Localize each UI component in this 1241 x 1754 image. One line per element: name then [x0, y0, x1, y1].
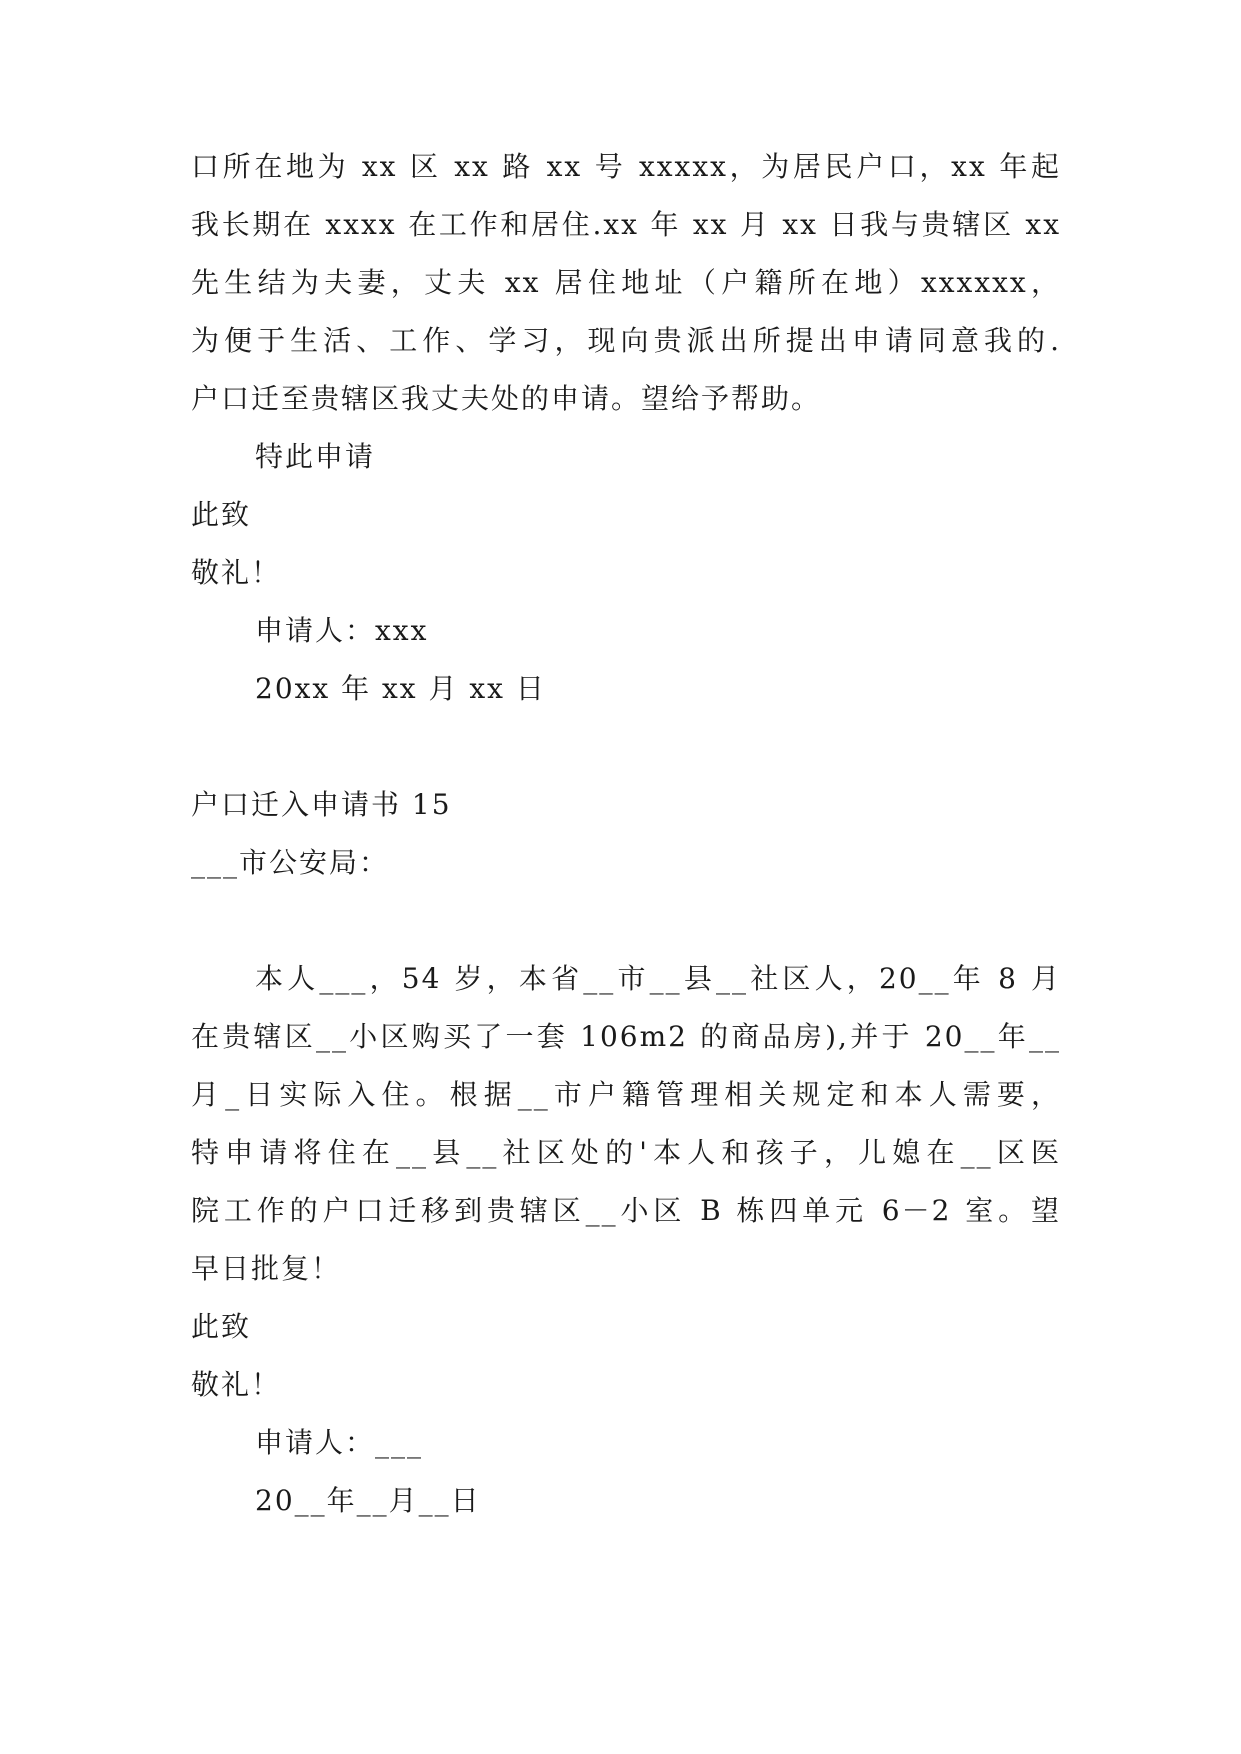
letter2-title: 户口迁入申请书 15	[191, 788, 452, 821]
letter2-closing-salutation: 此致	[191, 1310, 252, 1343]
letter1-paragraph-line: 先生结为夫妻，丈夫 xx 居住地址（户籍所在地）xxxxxx，	[191, 266, 1061, 299]
letter2-paragraph-line: 月_日实际入住。根据__市户籍管理相关规定和本人需要，	[191, 1078, 1061, 1111]
letter2-addressee: ___市公安局：	[191, 846, 390, 879]
letter1-paragraph-line: 口所在地为 xx 区 xx 路 xx 号 xxxxx，为居民户口，xx 年起	[191, 150, 1061, 183]
letter1-date: 20xx 年 xx 月 xx 日	[255, 672, 546, 705]
letter2-date: 20__年__月__日	[255, 1484, 481, 1517]
letter2-paragraph-line: 本人___，54 岁，本省__市__县__社区人，20__年 8 月	[255, 962, 1061, 995]
letter1-paragraph-line: 为便于生活、工作、学习，现向贵派出所提出申请同意我的.	[191, 324, 1061, 357]
letter2-applicant: 申请人：___	[255, 1426, 424, 1459]
letter1-special-request: 特此申请	[255, 440, 376, 473]
letter2-paragraph-line: 早日批复！	[191, 1252, 342, 1285]
letter1-paragraph-line: 我长期在 xxxx 在工作和居住.xx 年 xx 月 xx 日我与贵辖区 xx	[191, 208, 1061, 241]
letter2-paragraph-line: 在贵辖区__小区购买了一套 106m2 的商品房),并于 20__年__	[191, 1020, 1061, 1053]
letter2-closing-regards: 敬礼！	[191, 1368, 282, 1401]
letter2-paragraph-line: 特申请将住在__县__社区处的'本人和孩子，儿媳在__区医	[191, 1136, 1061, 1169]
letter1-closing-regards: 敬礼！	[191, 556, 282, 589]
letter1-applicant: 申请人：xxx	[255, 614, 429, 647]
letter1-closing-salutation: 此致	[191, 498, 252, 531]
letter1-paragraph-line: 户口迁至贵辖区我丈夫处的申请。望给予帮助。	[191, 382, 822, 415]
letter2-paragraph-line: 院工作的户口迁移到贵辖区__小区 B 栋四单元 6－2 室。望	[191, 1194, 1061, 1227]
